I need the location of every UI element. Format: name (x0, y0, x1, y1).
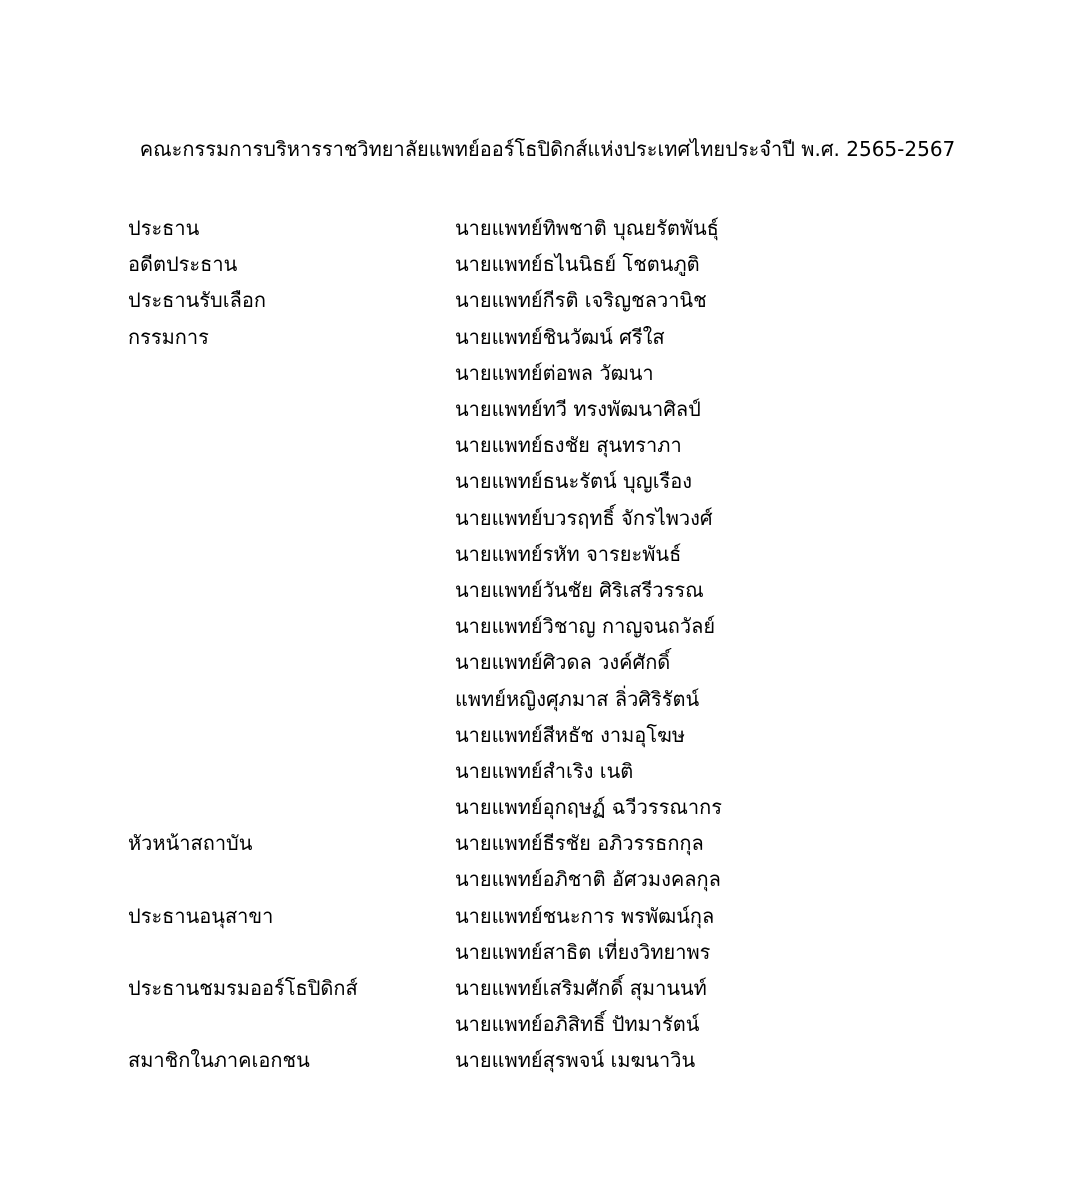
committee-row (128, 572, 988, 608)
member-name: นายแพทย์ทิพชาติ บุณยรัตพันธุ์ (455, 216, 719, 241)
member-name: นายแพทย์ชนะการ พรพัฒน์กุล (455, 903, 715, 928)
committee-row (128, 970, 988, 1006)
member-name: นายแพทย์รหัท จารยะพันธ์ (455, 541, 682, 566)
member-name: นายแพทย์อภิชาติ อัศวมงคลกุล (455, 867, 721, 892)
member-name: นายแพทย์ชินวัฒน์ ศรีใส (455, 324, 665, 349)
member-name: นายแพทย์เสริมศักดิ์ สุมานนท์ (455, 976, 707, 1001)
committee-roster (128, 210, 988, 1079)
role-label: อดีตประธาน (128, 252, 238, 277)
committee-row (128, 789, 988, 825)
member-name: นายแพทย์ธงชัย สุนทราภา (455, 433, 682, 458)
member-name: นายแพทย์วันชัย ศิริเสรีวรรณ (455, 577, 704, 602)
member-name: นายแพทย์สุรพจน์ เมฆนาวิน (455, 1048, 696, 1073)
role-label: สมาชิกในภาคเอกชน (128, 1048, 310, 1073)
committee-row (128, 1006, 988, 1042)
committee-row (128, 210, 988, 246)
committee-row (128, 717, 988, 753)
committee-row (128, 463, 988, 499)
member-name: นายแพทย์บวรฤทธิ์ จักรไพวงศ์ (455, 505, 713, 530)
committee-row (128, 680, 988, 716)
committee-row (128, 825, 988, 861)
committee-row (128, 861, 988, 897)
member-name: นายแพทย์ธไนนิธย์ โชตนภูติ (455, 252, 700, 277)
committee-row (128, 934, 988, 970)
committee-row (128, 536, 988, 572)
member-name: นายแพทย์ทวี ทรงพัฒนาศิลป์ (455, 397, 701, 422)
committee-row (128, 391, 988, 427)
role-label: ประธานรับเลือก (128, 288, 266, 313)
member-name: แพทย์หญิงศุภมาส ลิ่วศิริรัตน์ (455, 686, 700, 711)
committee-row (128, 427, 988, 463)
member-name: นายแพทย์สำเริง เนติ (455, 758, 634, 783)
committee-row (128, 282, 988, 318)
committee-row (128, 1042, 988, 1078)
member-name: นายแพทย์สีหธัช งามอุโฆษ (455, 722, 686, 747)
committee-row (128, 500, 988, 536)
member-name: นายแพทย์ต่อพล วัฒนา (455, 360, 654, 385)
member-name: นายแพทย์ธนะรัตน์ บุญเรือง (455, 469, 693, 494)
member-name: นายแพทย์สาธิต เที่ยงวิทยาพร (455, 939, 711, 964)
committee-row (128, 608, 988, 644)
committee-row (128, 753, 988, 789)
role-label: หัวหน้าสถาบัน (128, 831, 253, 856)
member-name: นายแพทย์อภิสิทธิ์ ปัทมารัตน์ (455, 1012, 700, 1037)
member-name: นายแพทย์อุกฤษฏ์ ฉวีวรรณากร (455, 795, 723, 820)
committee-row (128, 898, 988, 934)
committee-row (128, 246, 988, 282)
committee-row (128, 319, 988, 355)
role-label: กรรมการ (128, 324, 209, 349)
document-title: คณะกรรมการบริหารราชวิทยาลัยแพทย์ออร์โธปิดิกส์แห่งประเทศไทยประจำปี พ.ศ. 2565-2567 (139, 137, 956, 161)
member-name: นายแพทย์กีรติ เจริญชลวานิช (455, 288, 707, 313)
role-label: ประธานอนุสาขา (128, 903, 274, 928)
committee-row (128, 644, 988, 680)
role-label: ประธานชมรมออร์โธปิดิกส์ (128, 976, 358, 1001)
member-name: นายแพทย์ธีรชัย อภิวรรธกกุล (455, 831, 704, 856)
member-name: นายแพทย์ศิวดล วงค์ศักดิ์ (455, 650, 671, 675)
member-name: นายแพทย์วิชาญ กาญจนถวัลย์ (455, 614, 716, 639)
committee-row (128, 355, 988, 391)
role-label: ประธาน (128, 216, 200, 241)
